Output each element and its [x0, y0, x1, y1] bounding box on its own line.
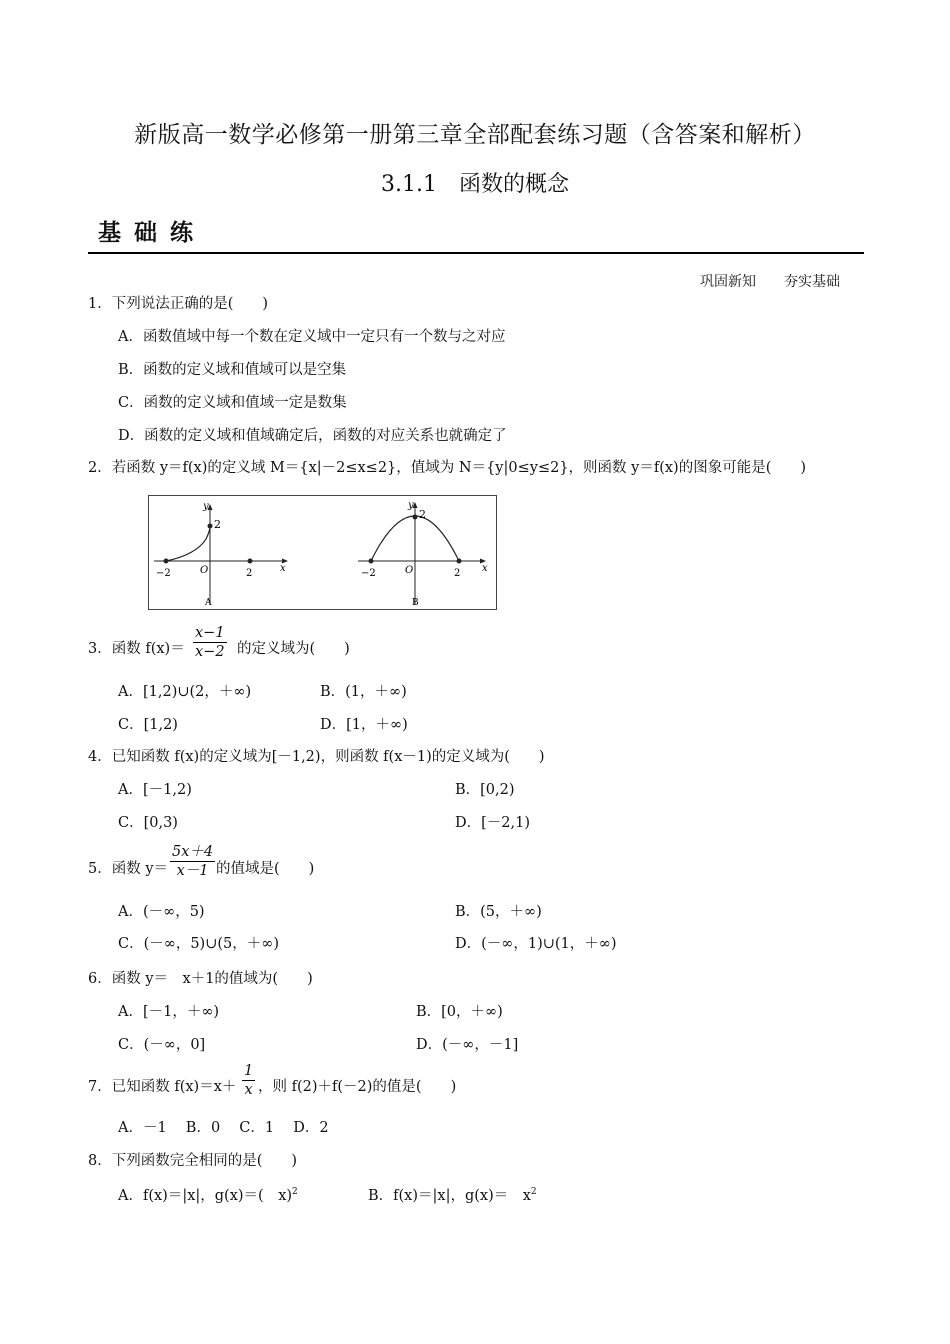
question-3-option-d: D．[1，＋∞): [320, 717, 408, 733]
graph-a-origin: O: [200, 565, 209, 576]
question-4-option-a: A．[－1,2): [118, 782, 192, 798]
heading-rule: [88, 252, 864, 254]
tagline-left: 巩固新知: [700, 274, 756, 290]
question-4-stem: 4．已知函数 f(x)的定义域为[－1,2)，则函数 f(x－1)的定义域为( ): [88, 749, 545, 765]
graph-b-y-label: y: [408, 500, 414, 511]
question-1-option-d: D．函数的定义域和值域确定后，函数的对应关系也就确定了: [118, 428, 507, 444]
question-3-option-a: A．[1,2)∪(2，＋∞): [118, 684, 252, 700]
graph-b-tick-neg2: −2: [361, 568, 376, 579]
graph-b-x-label: x: [482, 563, 488, 574]
question-5-option-d: D．(－∞，1)∪(1，＋∞): [455, 936, 617, 952]
graph-b-caption: B: [412, 598, 419, 608]
question-5-fraction: [170, 843, 215, 880]
question-1-option-c: C．函数的定义域和值域一定是数集: [118, 395, 347, 411]
graph-a-tick-2: 2: [246, 568, 253, 579]
section-heading: 基础练: [98, 220, 206, 246]
graphs-frame: [149, 496, 497, 610]
question-8-option-a-exponent: 2: [292, 1187, 298, 1198]
question-2-graphs: [148, 495, 497, 610]
question-3-option-c: C．[1,2): [118, 717, 178, 733]
graph-a-y-label: y: [203, 501, 209, 512]
question-2-stem: 2．若函数 y＝f(x)的定义域 M＝{x|－2≤x≤2}，值域为 N＝{y|0≤y≤2}，则函数 y＝f(x)的图象可能是( ): [88, 460, 807, 476]
question-5-prefix: 5．函数 y＝: [88, 861, 169, 877]
question-3-prefix: 3．函数 f(x)＝: [88, 641, 185, 657]
question-8-option-b: [368, 1184, 537, 1205]
question-6-option-d: D．(－∞，－1]: [416, 1037, 519, 1053]
question-5-option-a: A．(－∞，5): [118, 904, 205, 920]
question-4-option-b: B．[0,2): [455, 782, 515, 798]
question-6-option-a: A．[－1，＋∞): [118, 1004, 220, 1020]
question-1-option-b: B．函数的定义域和值域可以是空集: [118, 362, 347, 378]
question-5-option-c: C．(－∞，5)∪(5，＋∞): [118, 936, 279, 952]
graph-a-caption: A: [205, 598, 212, 608]
graph-b-point-right: [457, 559, 462, 564]
question-7-numerator: 1: [244, 1063, 254, 1079]
section-tagline: [700, 271, 840, 291]
question-7-options: A．－1 B．0 C．1 D．2: [118, 1120, 329, 1136]
question-3-denominator: x−2: [195, 644, 225, 660]
question-3-option-b: B．(1，＋∞): [320, 684, 407, 700]
question-5-suffix: 的值域是( ): [216, 861, 315, 877]
question-7-prefix: 7．已知函数 f(x)＝x＋: [88, 1079, 237, 1095]
document-title: 新版高一数学必修第一册第三章全部配套练习题（含答案和解析）: [134, 122, 816, 148]
question-5-numerator: 5x＋4: [172, 844, 214, 860]
question-7-suffix: ，则 f(2)＋f(－2)的值是( ): [258, 1079, 457, 1095]
question-1-stem: 1．下列说法正确的是( ): [88, 296, 269, 312]
graph-b-point-top: [413, 515, 418, 520]
graph-a-x-label: x: [280, 563, 286, 574]
graph-a-point-left: [164, 559, 169, 564]
question-8-option-a-text: A．f(x)＝|x|，g(x)＝( x): [118, 1188, 293, 1204]
question-5-denominator: x－1: [176, 863, 209, 879]
question-1-option-a: A．函数值域中每一个数在定义域中一定只有一个数与之对应: [118, 329, 506, 345]
question-3-suffix: 的定义域为( ): [237, 641, 350, 657]
graph-a-tick-neg2: −2: [156, 568, 171, 579]
graph-a-point-right: [248, 559, 253, 564]
tagline-right: 夯实基础: [784, 274, 840, 290]
question-4-option-d: D．[－2,1): [455, 815, 530, 831]
question-7-fraction: [242, 1062, 255, 1099]
graph-a-tick-y2: 2: [214, 518, 221, 531]
question-7-denominator: x: [244, 1082, 253, 1098]
section-subtitle: 3.1.1 函数的概念: [381, 172, 569, 197]
question-6-stem: 6．函数 y＝ x＋1的值域为( ): [88, 971, 313, 987]
question-3-numerator: x−1: [195, 625, 225, 641]
question-6-option-c: C．(－∞，0]: [118, 1037, 206, 1053]
graph-a-point-top: [208, 524, 213, 529]
question-3-fraction: [193, 624, 227, 661]
question-4-option-c: C．[0,3): [118, 815, 178, 831]
question-8-option-b-text: B．f(x)＝|x|，g(x)＝ x: [368, 1188, 531, 1204]
graph-b-point-left: [369, 559, 374, 564]
graph-b-tick-y2: 2: [419, 508, 426, 521]
question-8-option-a: [118, 1184, 298, 1205]
question-8-stem: 8．下列函数完全相同的是( ): [88, 1153, 298, 1169]
graph-b-tick-2: 2: [454, 568, 461, 579]
graph-b-origin: O: [405, 565, 414, 576]
question-6-option-b: B．[0，＋∞): [416, 1004, 503, 1020]
question-5-option-b: B．(5，＋∞): [455, 904, 542, 920]
question-8-option-b-exponent: 2: [530, 1187, 537, 1198]
